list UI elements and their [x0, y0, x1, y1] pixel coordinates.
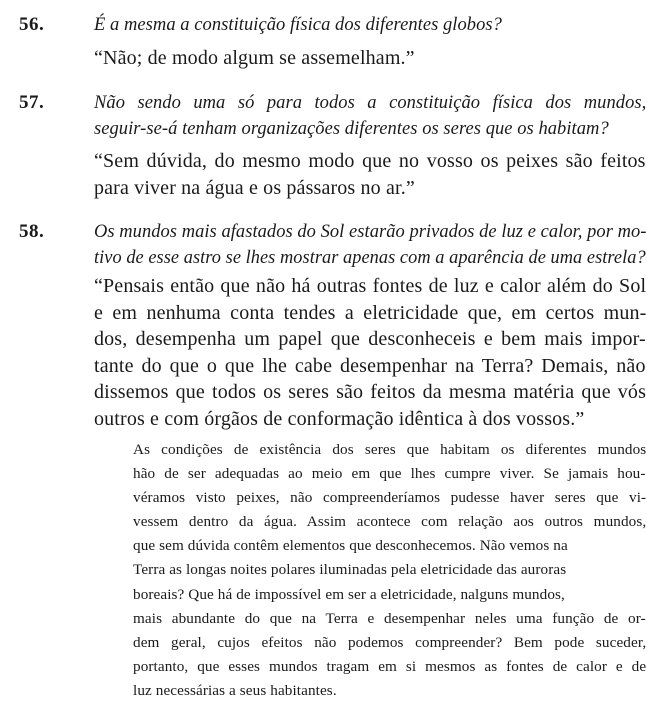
commentary-line: portanto, que esses mundos tragam em si mesmos as fontes de calor e de — [133, 657, 647, 675]
question-text — [94, 12, 646, 38]
answer-line: e em nenhuma conta tendes a eletricidade que, em certos mun- — [94, 301, 647, 324]
commentary-line: dem geral, cujos efeitos não podemos compreender? Bem pode suceder, — [133, 633, 647, 651]
answer-line: tante do que o que lhe cabe desempenhar na Terra? Demais, não — [94, 354, 646, 377]
answer-line: para viver na água e os pássaros no ar.” — [94, 176, 415, 199]
answer-text — [94, 45, 646, 72]
commentary-line: boreais? Que há de impossível em ser a eletricidade, nalguns mundos, — [133, 585, 565, 603]
question-number: 58. — [19, 221, 45, 242]
answer-line: dos, desempenha um papel que desconheceis e bem mais impor- — [94, 328, 646, 350]
question-line: Os mundos mais afastados do Sol estarão privados de luz e calor, por mo- — [94, 222, 647, 242]
answer-line: “Não; de modo algum se assemelham.” — [94, 47, 415, 69]
commentary-line: mais abundante do que na Terra e desempenhar neles uma função de or- — [133, 609, 646, 627]
answer-text — [94, 273, 646, 432]
question-number: 56. — [19, 14, 45, 35]
question-line: É a mesma a constituição física dos diferentes globos? — [94, 15, 502, 35]
commentary-line: vessem dentro da água. Assim acontece com relação aos outros mundos, — [133, 513, 647, 531]
question-line: tivo de esse astro se lhes mostrar apenas com a aparência de uma estrela? — [94, 248, 646, 268]
commentary-line: que sem dúvida contêm elementos que desconhecemos. Não vemos na — [133, 537, 568, 555]
question-line: seguir-se-á tenham organizações diferentes os seres que os habitam? — [94, 119, 609, 139]
commentary-line: As condições de existência dos seres que habitam os diferentes mundos — [133, 441, 647, 458]
question-number: 57. — [19, 92, 45, 113]
answer-line: “Sem dúvida, do mesmo modo que no vosso os peixes são feitos — [94, 150, 646, 172]
question-line: Não sendo uma só para todos a constituição física dos mundos, — [94, 93, 647, 113]
answer-line: “Pensais então que não há outras fontes de luz e calor além do Sol — [94, 275, 647, 297]
commentary-line: hão de ser adequadas ao meio em que lhes cumpre viver. Se jamais hou- — [133, 465, 646, 483]
question-text — [94, 90, 646, 142]
commentary-line: Terra as longas noites polares iluminadas pela eletricidade das auroras — [133, 561, 567, 579]
commentary-line: luz necessárias a seus habitantes. — [133, 681, 337, 699]
commentary-line: véramos visto peixes, não compreenderíamos pudesse haver seres que vi- — [133, 489, 647, 507]
answer-text — [94, 148, 646, 201]
commentary-text — [133, 438, 646, 703]
question-text — [94, 219, 646, 271]
answer-line: outros e com órgãos de conformação idêntica à dos vossos.” — [94, 407, 585, 430]
answer-line: dissemos que todos os seres são feitos da mesma matéria que vós — [94, 381, 647, 403]
